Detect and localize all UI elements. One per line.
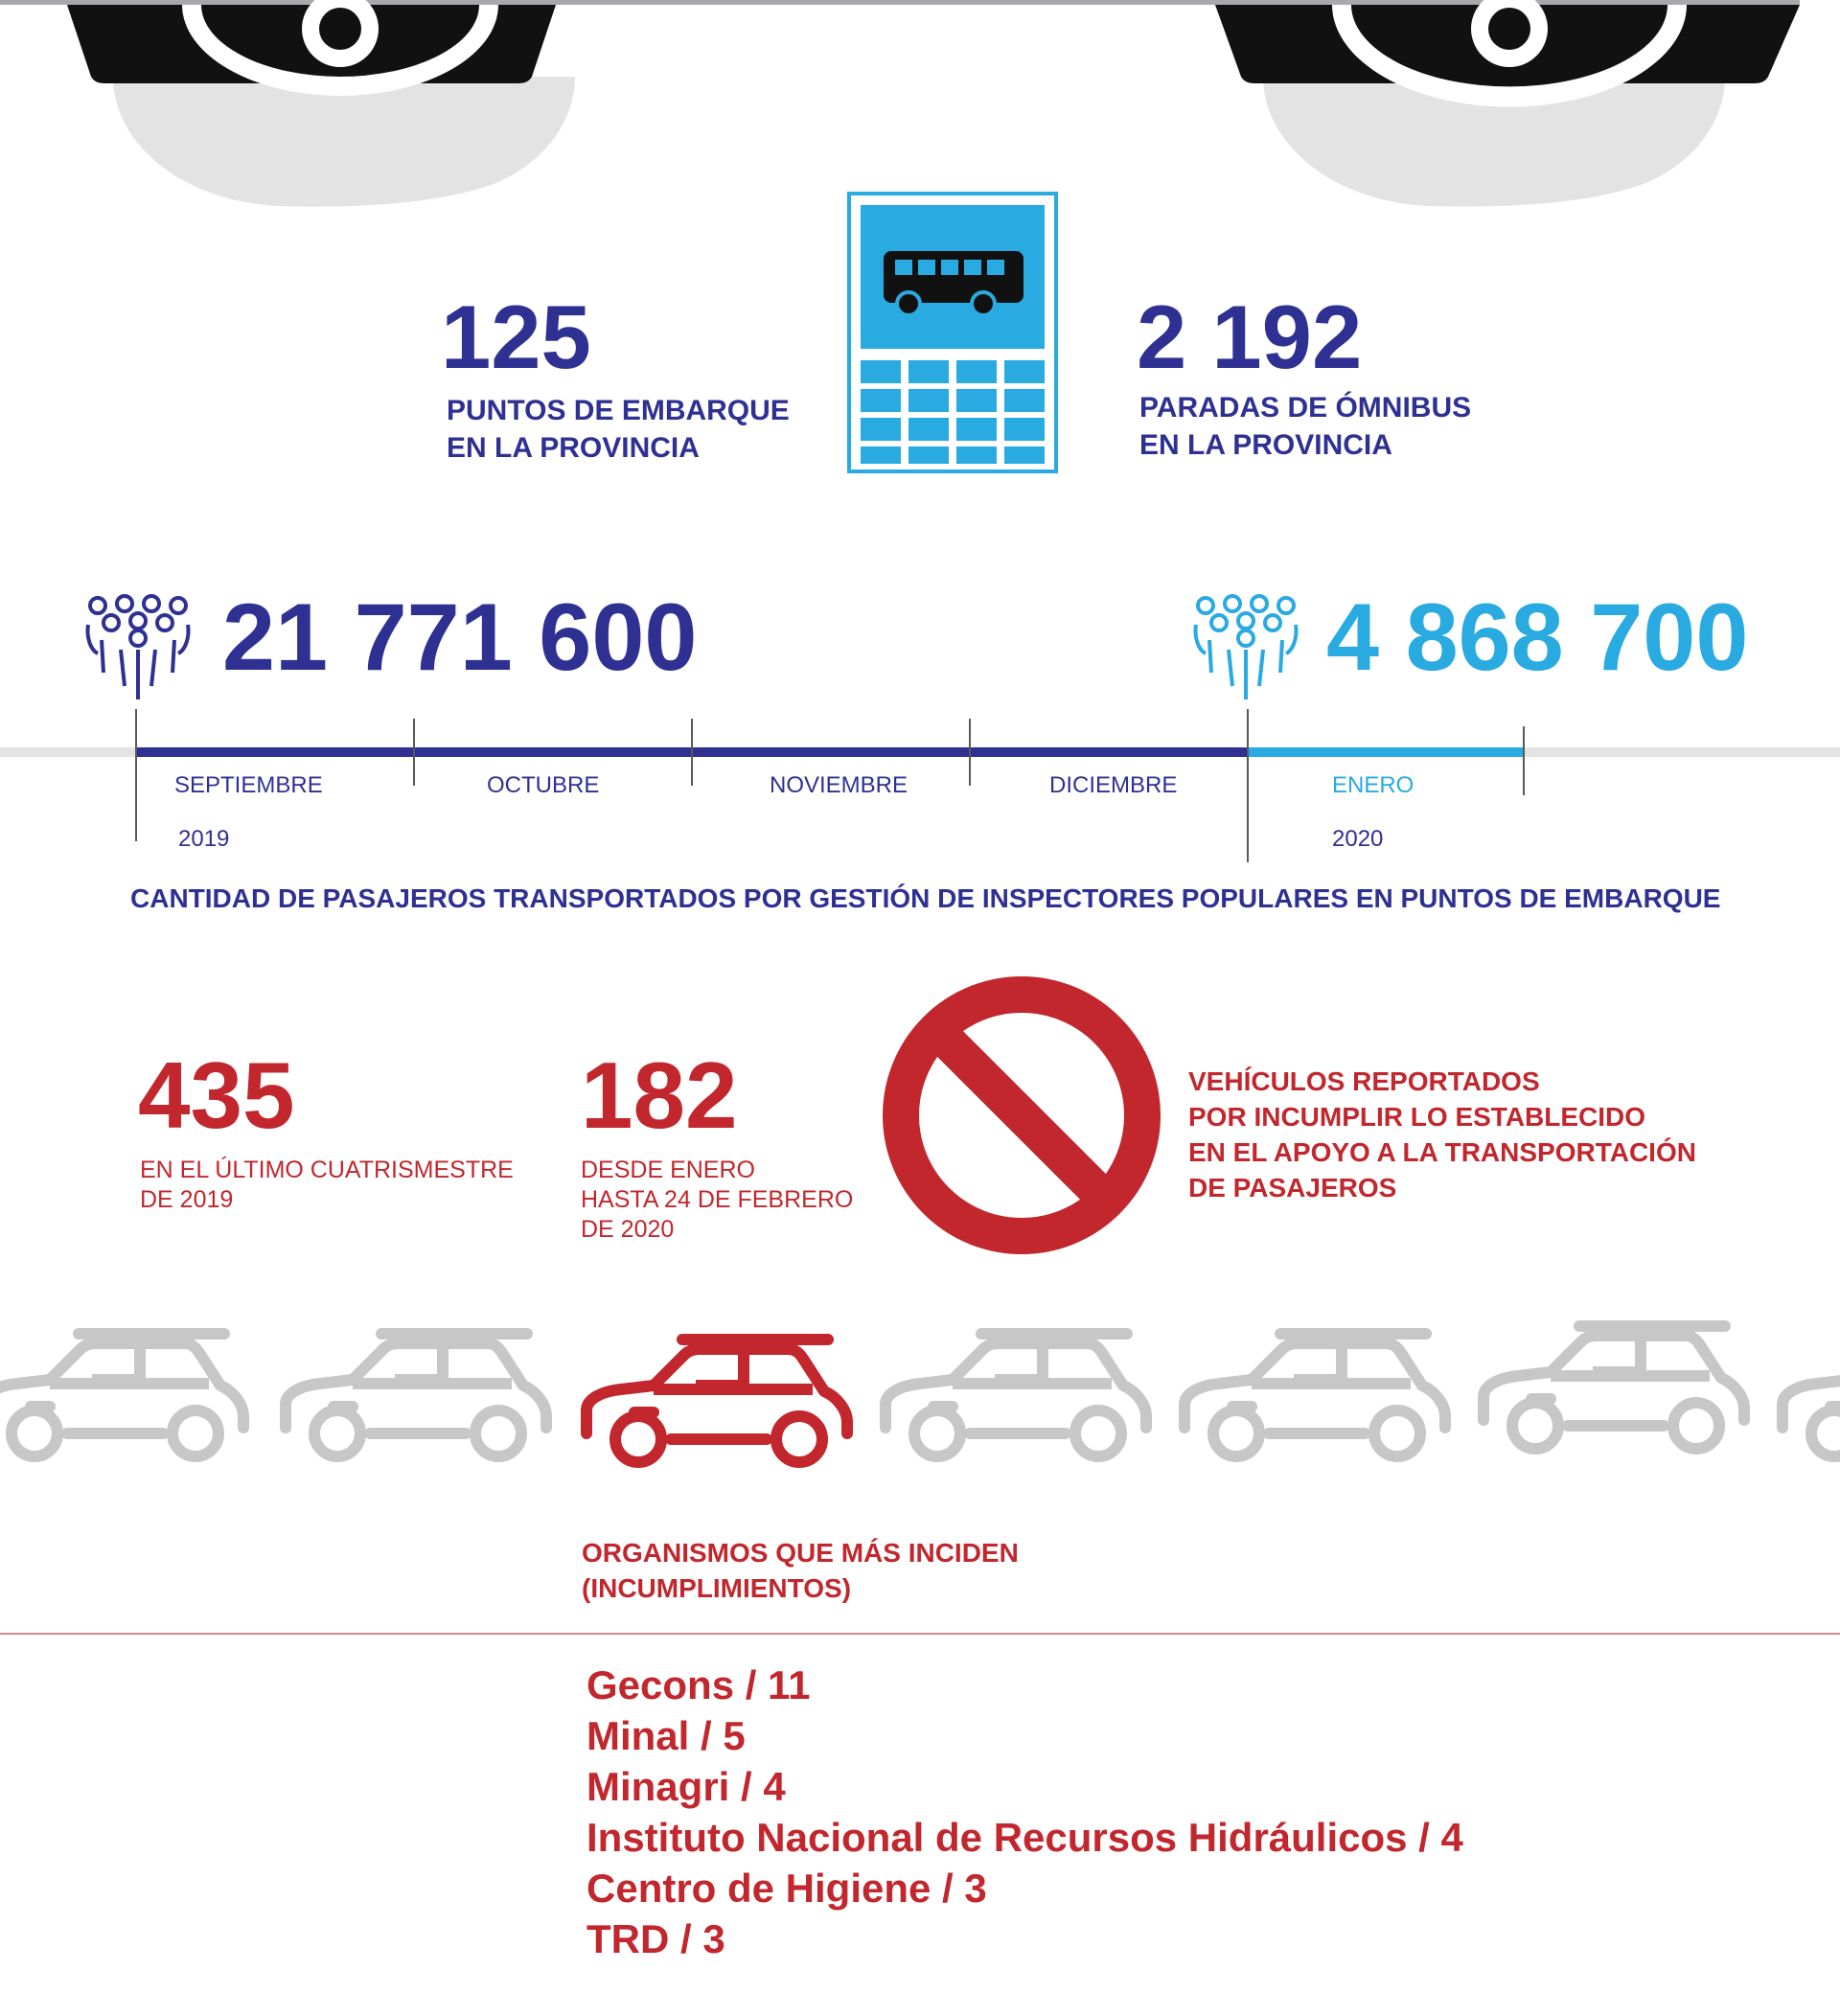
passengers-2020-value: 4 868 700	[1326, 584, 1749, 690]
bus-stops-label: PARADAS DE ÓMNIBUS EN LA PROVINCIA	[1139, 392, 1472, 461]
car-icon	[1484, 1326, 1744, 1449]
passengers-2019-value: 21 771 600	[222, 584, 698, 690]
left-wheel-icon	[67, 0, 575, 207]
list-item: Instituto Nacional de Recursos Hidráulicos / 4	[586, 1815, 1463, 1860]
list-item: Centro de Higiene / 3	[586, 1866, 987, 1911]
car-icon-highlighted	[586, 1340, 847, 1462]
car-icon	[286, 1334, 546, 1456]
violations-2020-label: DESDE ENERO HASTA 24 DE FEBRERO DE 2020	[581, 1157, 854, 1243]
people-group-icon-2020	[1190, 594, 1301, 699]
month-december: DICIEMBRE	[1049, 772, 1178, 798]
list-item: Minagri / 4	[586, 1764, 786, 1809]
list-item: TRD / 3	[586, 1916, 725, 1961]
month-october: OCTUBRE	[487, 772, 600, 798]
violations-title: VEHÍCULOS REPORTADOS POR INCUMPLIR LO ESTABLECIDO EN EL APOYO A LA TRANSPORTACIÓN DE PASAJEROS	[1188, 1066, 1696, 1203]
year-2019: 2019	[178, 826, 230, 852]
boarding-points-label: PUNTOS DE EMBARQUE EN LA PROVINCIA	[447, 395, 790, 464]
year-2020: 2020	[1332, 826, 1384, 852]
violations-2019-value: 435	[138, 1042, 295, 1148]
car-icon	[1782, 1334, 1840, 1456]
violations-2019-label: EN EL ÚLTIMO CUATRISMESTRE DE 2019	[140, 1157, 514, 1213]
cars-row	[0, 1313, 1840, 1476]
car-icon	[0, 1334, 243, 1456]
people-group-icon-2019	[82, 594, 194, 699]
prohibited-icon	[880, 974, 1163, 1257]
car-icon	[886, 1334, 1146, 1456]
passengers-caption: CANTIDAD DE PASAJEROS TRANSPORTADOS POR GESTIÓN DE INSPECTORES POPULARES EN PUNTOS DE EMBARQUE	[130, 883, 1721, 913]
right-wheel-icon	[1215, 0, 1800, 207]
list-item: Gecons / 11	[586, 1662, 811, 1707]
organisms-title: ORGANISMOS QUE MÁS INCIDEN (INCUMPLIMIENTOS)	[582, 1538, 1019, 1603]
car-icon	[1184, 1334, 1445, 1456]
month-january: ENERO	[1332, 772, 1414, 798]
bus-stop-sign-icon	[847, 192, 1058, 473]
month-september: SEPTIEMBRE	[174, 772, 323, 798]
organisms-list	[586, 1660, 1463, 1964]
boarding-points-value: 125	[441, 286, 591, 387]
month-november: NOVIEMBRE	[770, 772, 908, 798]
violations-2020-value: 182	[581, 1042, 738, 1148]
list-item: Minal / 5	[586, 1713, 746, 1758]
organisms-divider	[0, 1633, 1840, 1635]
bus-stops-value: 2 192	[1137, 286, 1363, 387]
